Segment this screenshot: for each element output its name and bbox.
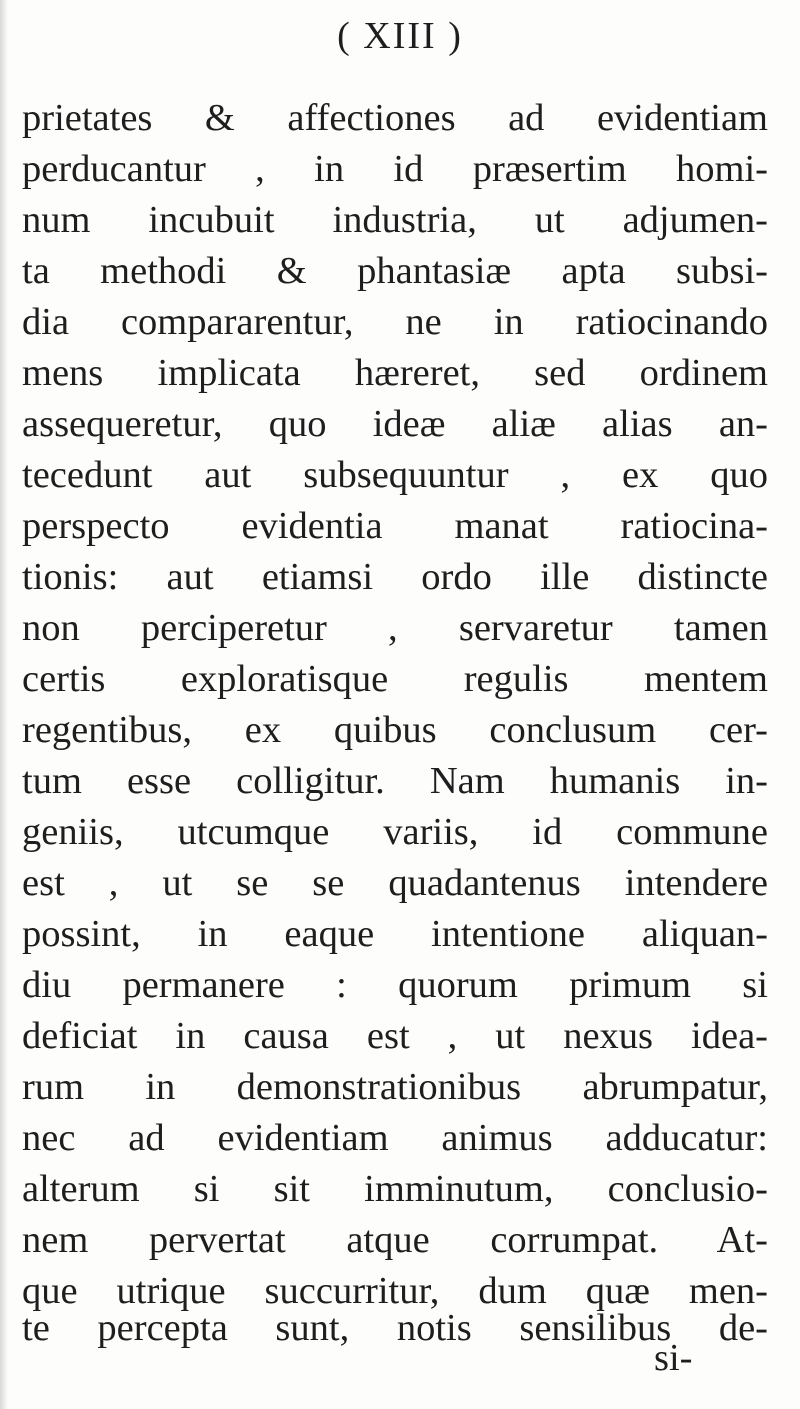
- text-line: non perciperetur , servaretur tamen: [22, 607, 768, 649]
- text-line: num incubuit industria, ut adjumen-: [22, 199, 768, 241]
- text-line: que utrique succurritur, dum quæ men-: [22, 1270, 768, 1312]
- text-line: alterum si sit imminutum, conclusio-: [22, 1168, 768, 1210]
- text-line: prietates & affectiones ad evidentiam: [22, 97, 768, 139]
- text-line: nem pervertat atque corrumpat. At-: [22, 1219, 768, 1261]
- catchword: si-: [654, 1337, 693, 1379]
- text-line: est , ut se se quadantenus intendere: [22, 862, 768, 904]
- text-line: possint, in eaque intentione aliquan-: [22, 913, 768, 955]
- text-line: perspecto evidentia manat ratiocina-: [22, 505, 768, 547]
- text-line: rum in demonstrationibus abrumpatur,: [22, 1066, 768, 1108]
- text-line: geniis, utcumque variis, id commune: [22, 811, 768, 853]
- text-line: perducantur , in id præsertim homi-: [22, 148, 768, 190]
- page-number-header: ( XIII ): [337, 15, 463, 57]
- text-line: dia compararentur, ne in ratiocinando: [22, 301, 768, 343]
- text-line: assequeretur, quo ideæ aliæ alias an-: [22, 403, 768, 445]
- text-line: deficiat in causa est , ut nexus idea-: [22, 1015, 768, 1057]
- text-line: diu permanere : quorum primum si: [22, 964, 768, 1006]
- text-line: te percepta sunt, notis sensilibus de-: [22, 1307, 768, 1349]
- text-line: tionis: aut etiamsi ordo ille distincte: [22, 556, 768, 598]
- text-line: certis exploratisque regulis mentem: [22, 658, 768, 700]
- text-line: tecedunt aut subsequuntur , ex quo: [22, 454, 768, 496]
- text-line: tum esse colligitur. Nam humanis in-: [22, 760, 768, 802]
- text-line: mens implicata hæreret, sed ordinem: [22, 352, 768, 394]
- text-line: regentibus, ex quibus conclusum cer-: [22, 709, 768, 751]
- text-line: ta methodi & phantasiæ apta subsi-: [22, 250, 768, 292]
- text-line: nec ad evidentiam animus adducatur:: [22, 1117, 768, 1159]
